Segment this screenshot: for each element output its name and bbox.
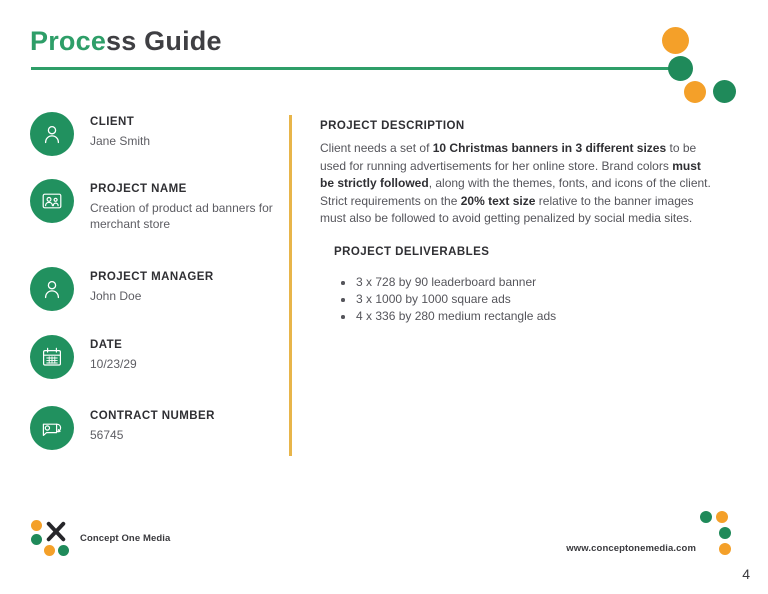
- calendar-icon: [30, 335, 74, 379]
- page-number: 4: [742, 566, 750, 582]
- info-value: John Doe: [90, 289, 142, 303]
- footer-dot-orange-bottom: [719, 543, 731, 555]
- project-deliverables-block: [334, 246, 714, 325]
- description-text: to be used for running advertisements for her online store. Brand colors: [320, 141, 697, 173]
- info-value: 56745: [90, 428, 124, 442]
- footer-dot-orange-top-right: [716, 511, 728, 523]
- info-value: 10/23/29: [90, 357, 137, 371]
- page-title-rest: ss Guide: [106, 26, 222, 56]
- logo-dot-orange-top: [31, 520, 42, 531]
- info-text-client: [90, 112, 150, 149]
- header-decor-dot-orange-top: [662, 27, 689, 54]
- description-text: Client needs a set of: [320, 141, 433, 155]
- logo-dot-green-left: [31, 534, 42, 545]
- info-value: Creation of product ad banners for merchant store: [90, 201, 273, 231]
- page-title-accent: Proce: [30, 26, 107, 56]
- info-text-project-name: [90, 179, 280, 232]
- person-icon: [30, 112, 74, 156]
- description-emphasis: must be strictly followed: [320, 158, 701, 190]
- logo-dot-orange-bottom: [44, 545, 55, 556]
- info-label: PROJECT NAME: [90, 183, 187, 195]
- info-text-contract-number: [90, 406, 215, 443]
- description-emphasis: 10 Christmas banners in 3 different sizes: [432, 141, 667, 155]
- description-emphasis: 20% text size: [460, 193, 536, 208]
- info-label: CONTRACT NUMBER: [90, 410, 215, 422]
- footer-decor-dots: [698, 508, 748, 560]
- header-decor-dot-orange-lower: [684, 81, 706, 103]
- project-description-heading: PROJECT DESCRIPTION: [320, 120, 465, 132]
- deliverable-item: 3 x 1000 by 1000 square ads: [334, 291, 714, 308]
- info-label: DATE: [90, 339, 123, 351]
- footer-logo: [30, 518, 170, 558]
- description-text: , along with the themes, fonts, and icons of the client. Strict requirements on the: [320, 176, 711, 208]
- deliverables-list: [334, 274, 714, 325]
- company-name: Concept One Media: [80, 532, 171, 544]
- info-row-date: [30, 335, 137, 379]
- info-row-client: [30, 112, 150, 156]
- info-label: PROJECT MANAGER: [90, 271, 214, 283]
- header-decor-dot-green-mid: [668, 56, 693, 81]
- column-divider: [289, 115, 292, 456]
- project-description-body: [320, 140, 712, 228]
- footer-dot-green-top-left: [700, 511, 712, 523]
- logo-dot-green-bottom: [58, 545, 69, 556]
- page-title: [30, 26, 222, 57]
- deliverable-item: 3 x 728 by 90 leaderboard banner: [334, 274, 714, 291]
- info-row-contract-number: [30, 406, 215, 450]
- description-text: relative to the banner images must also be followed to avoid getting penalized by social media sites.: [320, 193, 694, 225]
- deliverable-item: 4 x 336 by 280 medium rectangle ads: [334, 308, 714, 325]
- header-decor-dot-green-lower: [713, 80, 736, 103]
- info-value: Jane Smith: [90, 134, 151, 148]
- info-row-project-manager: [30, 267, 214, 311]
- contract-document-icon: [30, 406, 74, 450]
- project-description-block: [320, 120, 712, 228]
- website-url: www.conceptonemedia.com: [566, 543, 696, 554]
- info-row-project-name: [30, 179, 280, 232]
- footer-dot-green-mid: [719, 527, 731, 539]
- header-divider-line: [31, 67, 679, 70]
- logo-x-icon: [45, 521, 67, 543]
- photo-person-icon: [30, 179, 74, 223]
- logo-mark-icon: [30, 518, 76, 558]
- info-label: CLIENT: [90, 116, 135, 128]
- info-text-project-manager: [90, 267, 214, 304]
- info-text-date: [90, 335, 137, 372]
- person-icon: [30, 267, 74, 311]
- project-deliverables-heading: PROJECT DELIVERABLES: [334, 246, 490, 258]
